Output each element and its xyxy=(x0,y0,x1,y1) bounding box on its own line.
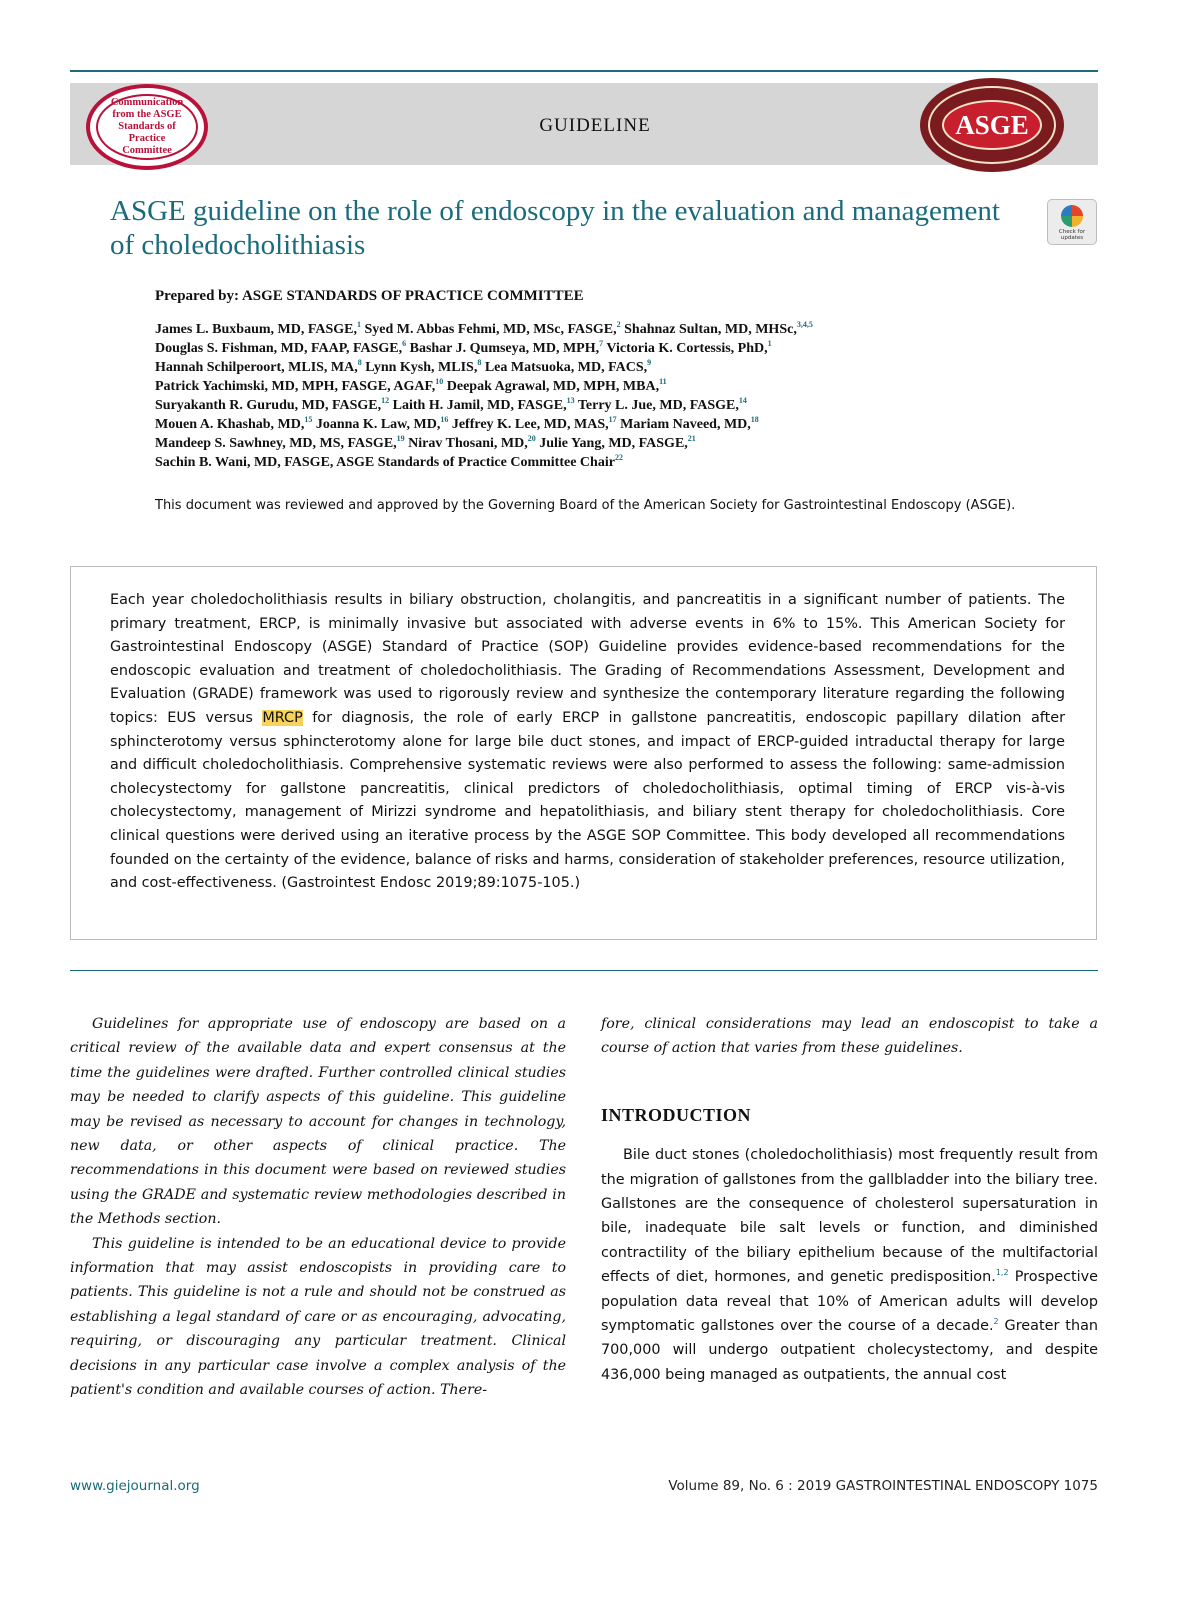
abstract xyxy=(110,589,1065,896)
author-name: Bashar J. Qumseya, MD, MPH, xyxy=(406,341,600,356)
affiliation-ref[interactable]: 21 xyxy=(687,434,696,443)
citation-ref[interactable]: 2 xyxy=(993,1317,999,1327)
intro-text: Greater than 700,000 will undergo outpatient cholecystectomy, and despite 436,000 being managed as outpatients, the annual cost xyxy=(601,1318,1099,1383)
author-line xyxy=(155,434,1095,453)
top-rule xyxy=(70,70,1098,72)
left-column xyxy=(70,1012,566,1403)
author-name: Syed M. Abbas Fehmi, MD, MSc, FASGE, xyxy=(360,322,617,337)
affiliation-ref[interactable]: 22 xyxy=(614,453,623,462)
author-line xyxy=(155,339,1095,358)
abstract-text-part: for diagnosis, the role of early ERCP in gallstone pancreatitis, endoscopic papillary dilation after sphincterotomy versus sphincterotomy alone for large bile duct stones, and impact of ERCP-guided intraductal therapy for large and difficult choledocholithiasis. Comprehensive systematic reviews were also performed to assess the following: same-admission cholecystectomy for gallstone pancreatitis, clinical predictors of choledocholithiasis, optimal timing of ERCP vis-à-vis cholecystectomy, management of Mirizzi syndrome and hepatolithiasis, and biliary stent therapy for choledocholithiasis. Core clinical questions were derived using an iterative process by the ASGE SOP Committee. This body developed all recommendations founded on the certainty of the evidence, balance of risks and harms, consideration of stakeholder preferences, resource utilization, and cost-effectiveness. (Gastrointest Endosc 2019;89:1075-105.) xyxy=(110,709,1065,892)
author-name: Joanna K. Law, MD, xyxy=(312,417,441,432)
asge-logo-text: ASGE xyxy=(955,109,1029,140)
asge-logo xyxy=(920,78,1064,172)
standards-committee-seal xyxy=(86,84,208,170)
disclaimer-paragraph: Guidelines for appropriate use of endoscopy are based on a critical review of the available data and expert consensus at the time the guidelines were drafted. Further controlled clinical studies may be needed to clarify aspects of this guideline. This guideline may be revised as necessary to account for changes in technology, new data, or other aspects of clinical practice. The recommendations in this document were based on reviewed studies using the GRADE and systematic review methodologies described in the Methods section. xyxy=(70,1016,566,1228)
author-name: Deepak Agrawal, MD, MPH, MBA, xyxy=(443,379,660,394)
affiliation-ref[interactable]: 16 xyxy=(440,415,449,424)
author-name: Mariam Naveed, MD, xyxy=(616,417,751,432)
affiliation-ref[interactable]: 19 xyxy=(396,434,405,443)
update-badge-label: Check for updates xyxy=(1058,229,1086,241)
affiliation-ref[interactable]: 1 xyxy=(767,339,772,348)
affiliation-ref[interactable]: 2 xyxy=(616,320,621,329)
affiliation-ref[interactable]: 13 xyxy=(566,396,575,405)
journal-url-link[interactable]: www.giejournal.org xyxy=(70,1478,200,1494)
author-name: Jeffrey K. Lee, MD, MAS, xyxy=(448,417,609,432)
introduction-heading: INTRODUCTION xyxy=(601,1104,752,1125)
affiliation-ref[interactable]: 20 xyxy=(527,434,536,443)
author-name: Mouen A. Khashab, MD, xyxy=(155,417,305,432)
seal-text: Communication from the ASGE Standards of Practice Committee xyxy=(110,97,184,156)
article-title: ASGE guideline on the role of endoscopy in the evaluation and management of choledocholithiasis xyxy=(110,195,1000,261)
affiliation-ref[interactable]: 18 xyxy=(750,415,759,424)
affiliation-ref[interactable]: 12 xyxy=(381,396,390,405)
author-name: Mandeep S. Sawhney, MD, MS, FASGE, xyxy=(155,436,397,451)
introduction-paragraph xyxy=(601,1143,1098,1387)
author-name: Laith H. Jamil, MD, FASGE, xyxy=(389,398,567,413)
author-name: Lynn Kysh, MLIS, xyxy=(361,360,478,375)
author-name: Douglas S. Fishman, MD, FAAP, FASGE, xyxy=(155,341,403,356)
author-name: Patrick Yachimski, MD, MPH, FASGE, AGAF, xyxy=(155,379,436,394)
author-name: Nirav Thosani, MD, xyxy=(404,436,528,451)
affiliation-ref[interactable]: 17 xyxy=(608,415,617,424)
disclaimer-paragraph: This guideline is intended to be an educational device to provide information that may assist endoscopists in providing care to patients. This guideline is not a rule and should not be construed as establishing a legal standard of care or as encouraging, advocating, requiring, or discouraging any particular treatment. Clinical decisions in any particular case involve a complex analysis of the patient's condition and available courses of action. There- xyxy=(70,1235,566,1399)
check-for-updates-button[interactable] xyxy=(1047,199,1097,245)
disclaimer-continuation: fore, clinical considerations may lead an endoscopist to take a course of action that varies from these guidelines. xyxy=(601,1016,1098,1057)
author-line xyxy=(155,377,1095,396)
affiliation-ref[interactable]: 14 xyxy=(738,396,747,405)
update-icon xyxy=(1061,205,1083,227)
affiliation-ref[interactable]: 7 xyxy=(599,339,604,348)
affiliation-ref[interactable]: 8 xyxy=(357,358,362,367)
author-name: James L. Buxbaum, MD, FASGE, xyxy=(155,322,357,337)
author-name: Lea Matsuoka, MD, FACS, xyxy=(481,360,648,375)
author-name: Suryakanth R. Gurudu, MD, FASGE, xyxy=(155,398,382,413)
author-name: Shahnaz Sultan, MD, MHSc, xyxy=(620,322,797,337)
affiliation-ref[interactable]: 1 xyxy=(356,320,361,329)
section-label: GUIDELINE xyxy=(539,115,651,136)
author-line xyxy=(155,396,1095,415)
page-citation: Volume 89, No. 6 : 2019 GASTROINTESTINAL ENDOSCOPY 1075 xyxy=(668,1478,1098,1494)
author-name: Julie Yang, MD, FASGE, xyxy=(535,436,688,451)
highlighted-term[interactable]: MRCP xyxy=(262,709,303,726)
intro-text: Bile duct stones (choledocholithiasis) most frequently result from the migration of gallstones from the gallbladder into the biliary tree. Gallstones are the consequence of cholesterol supersaturation in bile, inadequate bile salt levels or function, and diminished contractility of the biliary epithelium because of the multifactorial effects of diet, hormones, and genetic predisposition. xyxy=(601,1147,1098,1286)
author-line xyxy=(155,415,1095,434)
citation-ref[interactable]: 1,2 xyxy=(995,1268,1009,1278)
affiliation-ref[interactable]: 3,4,5 xyxy=(796,320,813,329)
author-line xyxy=(155,453,1095,472)
abstract-text-part: Each year choledocholithiasis results in biliary obstruction, cholangitis, and pancreatitis in a significant number of patients. The primary treatment, ERCP, is minimally invasive but associated with adverse events in 6% to 15%. This American Society for Gastrointestinal Endoscopy (ASGE) Standard of Practice (SOP) Guideline provides evidence-based recommendations for the endoscopic evaluation and treatment of choledocholithiasis. The Grading of Recommendations Assessment, Development and Evaluation (GRADE) framework was used to rigorously review and synthesize the contemporary literature regarding the following topics: EUS versus xyxy=(110,592,1065,726)
section-divider xyxy=(70,970,1098,971)
affiliation-ref[interactable]: 9 xyxy=(647,358,652,367)
author-name: Hannah Schilperoort, MLIS, MA, xyxy=(155,360,358,375)
author-name: Terry L. Jue, MD, FASGE, xyxy=(574,398,739,413)
affiliation-ref[interactable]: 10 xyxy=(435,377,444,386)
author-name: Sachin B. Wani, MD, FASGE, ASGE Standards of Practice Committee Chair xyxy=(155,455,615,470)
prepared-by: Prepared by: ASGE STANDARDS OF PRACTICE COMMITTEE xyxy=(155,288,584,304)
affiliation-ref[interactable]: 11 xyxy=(659,377,667,386)
affiliation-ref[interactable]: 15 xyxy=(304,415,313,424)
right-column xyxy=(601,1012,1098,1387)
author-name: Victoria K. Cortessis, PhD, xyxy=(603,341,768,356)
author-line xyxy=(155,320,1095,339)
author-line xyxy=(155,358,1095,377)
affiliation-ref[interactable]: 6 xyxy=(402,339,407,348)
intro-text: Prospective population data reveal that 10% of American adults will develop symptomatic gallstones over the course of a decade. xyxy=(601,1269,1098,1335)
affiliation-ref[interactable]: 8 xyxy=(477,358,482,367)
author-list xyxy=(155,320,1095,472)
review-note: This document was reviewed and approved by the Governing Board of the American Society for Gastrointestinal Endoscopy (ASGE). xyxy=(155,498,1016,513)
